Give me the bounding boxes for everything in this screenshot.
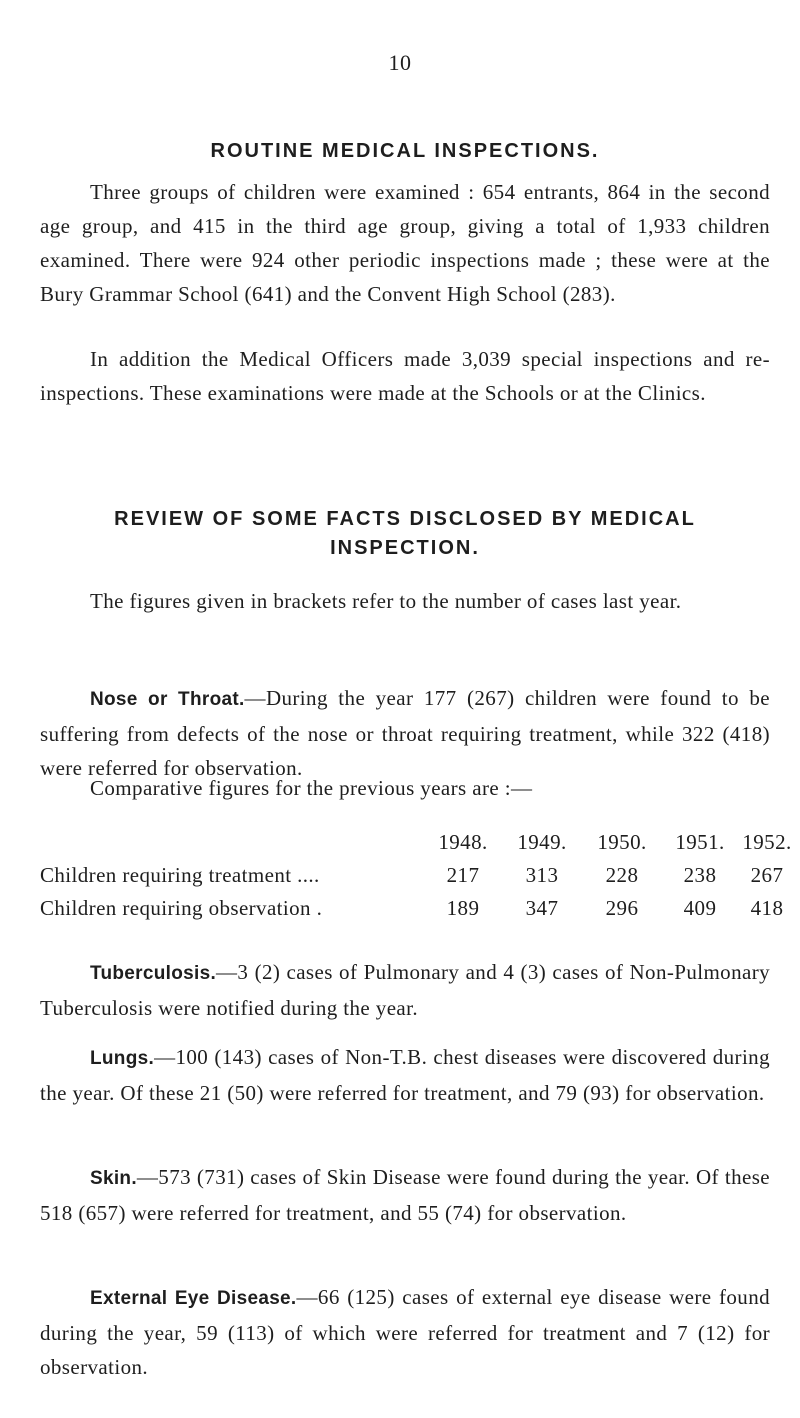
table-cell: 238	[683, 863, 717, 887]
paragraph-brackets-note	[40, 584, 770, 618]
table-row-label: Children requiring treatment ....	[40, 863, 320, 887]
comparative-figures-table	[40, 830, 792, 929]
skin-lead: Skin.	[90, 1168, 137, 1189]
paragraph-lungs	[40, 1040, 770, 1110]
external-eye-lead: External Eye Disease.	[90, 1288, 297, 1309]
skin-text: —573 (731) cases of Skin Disease were found during the year. Of these 518 (657) were referred for treatment, and 55 (74) for observation.	[40, 1165, 770, 1225]
table-year-header: 1948.	[438, 830, 488, 854]
table-row-label: Children requiring observation .	[40, 896, 323, 920]
table-year-header: 1949.	[517, 830, 567, 854]
heading-routine-inspections: ROUTINE MEDICAL INSPECTIONS.	[210, 140, 600, 162]
tuberculosis-text: —3 (2) cases of Pulmonary and 4 (3) cases of Non-Pulmonary Tuberculosis were notified during the year.	[40, 960, 770, 1020]
nose-throat-text: —During the year 177 (267) children were found to be suffering from defects of the nose or throat requiring treatment, while 322 (418) were referred for observation.	[40, 686, 770, 780]
paragraph-nose-throat	[40, 681, 770, 785]
tuberculosis-lead: Tuberculosis.	[90, 963, 217, 984]
table-year-header: 1950.	[597, 830, 647, 854]
table-row	[40, 896, 784, 929]
paragraph-special-inspections	[40, 342, 770, 410]
table-header-row	[40, 830, 792, 863]
table-year-header: 1951.	[675, 830, 725, 854]
table-cell: 217	[446, 863, 480, 887]
table-cell: 189	[446, 896, 480, 920]
paragraph-special-text: In addition the Medical Officers made 3,039 special inspections and re-inspections. These examinations were made at the Schools or at the Clinics.	[40, 347, 770, 405]
comparative-intro-text: Comparative figures for the previous years are :—	[90, 776, 533, 800]
paragraph-routine-inspections	[40, 175, 770, 311]
lungs-text: —100 (143) cases of Non-T.B. chest diseases were discovered during the year. Of these 21 (50) were referred for treatment, and 79 (93) for observation.	[40, 1045, 770, 1105]
paragraph-external-eye	[40, 1280, 770, 1384]
lungs-lead: Lungs.	[90, 1048, 155, 1069]
paragraph-brackets-text: The figures given in brackets refer to the number of cases last year.	[90, 589, 682, 613]
table-cell: 409	[683, 896, 717, 920]
page-number: 10	[388, 50, 412, 75]
paragraph-routine-text: Three groups of children were examined : 654 entrants, 864 in the second age group, and 415 in the third age group, giving a total of 1,933 children examined. There were 924 other periodic inspections made ; these were at the Bury Grammar School (641) and the Convent High School (283).	[40, 180, 770, 306]
table-cell: 228	[605, 863, 639, 887]
nose-throat-lead: Nose or Throat.	[90, 689, 245, 710]
paragraph-tuberculosis	[40, 955, 770, 1025]
paragraph-skin	[40, 1160, 770, 1230]
table-cell: 296	[605, 896, 639, 920]
table-row	[40, 863, 784, 896]
paragraph-comparative-intro	[40, 771, 770, 805]
table-year-header: 1952.	[742, 830, 792, 854]
table-cell: 267	[750, 863, 784, 887]
heading-review-facts: REVIEW OF SOME FACTS DISCLOSED BY MEDICAL INSPECTION.	[114, 508, 696, 559]
table-cell: 313	[525, 863, 559, 887]
table-cell: 418	[750, 896, 784, 920]
external-eye-text: —66 (125) cases of external eye disease were found during the year, 59 (113) of which were referred for treatment and 7 (12) for observation.	[40, 1285, 770, 1379]
table-cell: 347	[525, 896, 559, 920]
